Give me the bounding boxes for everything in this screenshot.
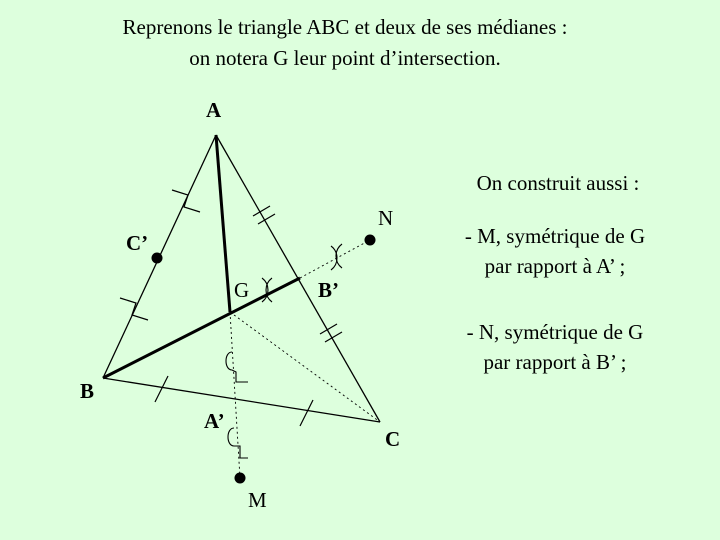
points — [152, 235, 376, 484]
label-c-prime: C’ — [126, 231, 149, 255]
label-c: C — [385, 427, 401, 451]
label-m: M — [248, 488, 267, 512]
arc-gm-upper — [226, 352, 248, 382]
segment-g-m — [230, 312, 240, 478]
construction-heading: On construit aussi : — [476, 171, 640, 195]
segment-g-c — [230, 312, 380, 422]
median-from-b — [103, 278, 300, 378]
construction-m-line-2: par rapport à A’ ; — [484, 254, 626, 278]
median-from-a — [216, 135, 230, 312]
segment-g-n — [300, 240, 370, 278]
label-g: G — [234, 278, 250, 302]
construction-n-line-1: - N, symétrique de G — [466, 320, 644, 344]
construction-lines — [230, 240, 380, 478]
tick-bc-left — [155, 376, 168, 402]
label-b: B — [80, 379, 95, 403]
tick-ab-upper — [172, 190, 200, 212]
label-a-prime: A’ — [204, 409, 225, 433]
construction-n-line-2: par rapport à B’ ; — [483, 350, 627, 374]
construction-m-line-1: - M, symétrique de G — [464, 224, 646, 248]
label-b-prime: B’ — [318, 278, 339, 302]
arc-gb-2 — [266, 278, 272, 302]
tick-ab-lower — [120, 298, 148, 320]
title-line-2: on notera G leur point d’intersection. — [189, 46, 501, 70]
label-n: N — [378, 206, 394, 230]
side-bc — [103, 378, 380, 422]
label-a: A — [206, 98, 222, 122]
point-n — [365, 235, 376, 246]
tick-bc-right — [300, 400, 313, 426]
point-m — [235, 473, 246, 484]
title-line-1: Reprenons le triangle ABC et deux de ses médianes : — [122, 15, 568, 39]
point-c-prime — [152, 253, 163, 264]
compass-arcs — [226, 244, 342, 458]
